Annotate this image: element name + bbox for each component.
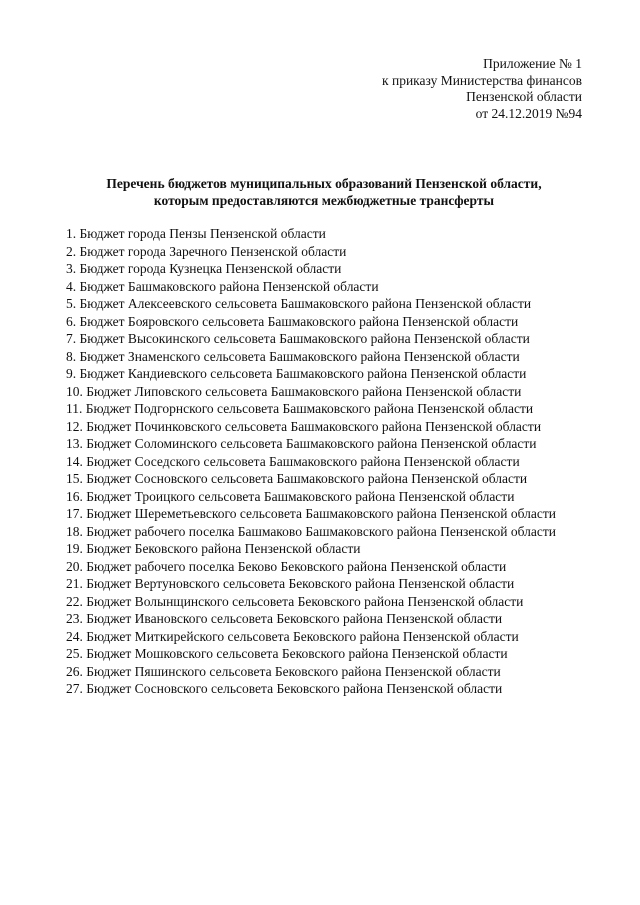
item-number: 25. [66,646,83,661]
item-text: Бюджет Ивановского сельсовета Бековского района Пензенской области [86,611,503,626]
list-item [66,611,582,627]
list-item [66,629,582,645]
appendix-number: Приложение № 1 [483,56,582,71]
item-text: Бюджет Шереметьевского сельсовета Башмаковского района Пензенской области [86,506,556,521]
item-text: Бюджет рабочего поселка Башмаково Башмаковского района Пензенской области [86,523,556,539]
item-text: Бюджет Волынщинского сельсовета Бековского района Пензенской области [86,593,524,609]
item-number: 26. [66,663,83,679]
item-number: 18. [66,523,83,539]
list-item [66,401,582,417]
item-text: Бюджет Алексеевского сельсовета Башмаковского района Пензенской области [79,296,532,311]
item-text: Бюджет города Кузнецка Пензенской области [79,261,342,276]
item-number: 10. [66,383,83,399]
item-text: Бюджет Сосновского сельсовета Бековского района Пензенской области [86,681,503,696]
list-item [66,681,582,697]
item-number: 5. [66,296,77,311]
list-item [66,226,582,242]
item-number: 16. [66,488,83,504]
item-text: Бюджет Кандиевского сельсовета Башмаковского района Пензенской области [79,366,527,381]
list-item [66,559,582,575]
item-text: Бюджет Подгорнского сельсовета Башмаковского района Пензенской области [85,401,534,416]
appendix-region: Пензенской области [466,89,582,104]
list-item [66,664,582,680]
item-number: 15. [66,471,83,486]
list-item [66,366,582,382]
list-item [66,261,582,277]
item-number: 21. [66,576,83,591]
list-item [66,296,582,312]
list-item [66,646,582,662]
item-text: Бюджет Вертуновского сельсовета Бековского района Пензенской области [86,576,515,591]
item-text: Бюджет Троицкого сельсовета Башмаковского района Пензенской области [86,488,515,504]
title-line-1: Перечень бюджетов муниципальных образований Пензенской области, [106,176,542,191]
item-number: 6. [66,313,77,329]
list-item [66,576,582,592]
list-item [66,244,582,260]
item-number: 4. [66,278,77,294]
item-number: 12. [66,418,83,434]
item-number: 13. [66,436,83,451]
item-text: Бюджет Миткирейского сельсовета Бековского района Пензенской области [86,628,519,644]
list-item [66,314,582,330]
appendix-order-ref: к приказу Министерства финансов [382,72,582,88]
list-item [66,436,582,452]
list-item [66,419,582,435]
list-item [66,349,582,365]
item-text: Бюджет города Пензы Пензенской области [79,226,326,241]
title-line-2: которым предоставляются межбюджетные трансферты [153,192,495,208]
item-text: Бюджет Мошковского сельсовета Бековского района Пензенской области [86,646,508,661]
document-title [66,176,582,209]
list-item [66,524,582,540]
item-number: 20. [66,558,83,574]
item-text: Бюджет Бояровского сельсовета Башмаковского района Пензенской области [79,313,519,329]
list-item [66,506,582,522]
item-number: 1. [66,226,77,241]
budget-list [66,226,582,699]
list-item [66,541,582,557]
item-number: 8. [66,348,77,364]
list-item [66,471,582,487]
item-number: 11. [66,401,83,416]
item-text: Бюджет Починковского сельсовета Башмаковского района Пензенской области [86,418,542,434]
item-text: Бюджет Соседского сельсовета Башмаковского района Пензенской области [86,453,520,469]
item-text: Бюджет Бековского района Пензенской области [86,541,361,556]
item-number: 7. [66,331,77,346]
list-item [66,594,582,610]
list-item [66,489,582,505]
list-item [66,454,582,470]
item-text: Бюджет Башмаковского района Пензенской области [79,278,379,294]
item-number: 22. [66,593,83,609]
item-text: Бюджет Сосновского сельсовета Башмаковского района Пензенской области [86,471,528,486]
list-item [66,384,582,400]
item-text: Бюджет Высокинского сельсовета Башмаковского района Пензенской области [79,331,530,346]
item-number: 14. [66,453,83,469]
item-number: 24. [66,628,83,644]
item-text: Бюджет рабочего поселка Беково Бековского района Пензенской области [86,558,507,574]
item-number: 2. [66,243,77,259]
item-number: 23. [66,611,83,626]
item-number: 3. [66,261,77,276]
list-item [66,279,582,295]
appendix-date: от 24.12.2019 №94 [475,105,582,121]
item-text: Бюджет Соломинского сельсовета Башмаковского района Пензенской области [86,436,537,451]
item-text: Бюджет Пяшинского сельсовета Бековского района Пензенской области [86,663,501,679]
item-text: Бюджет города Заречного Пензенской области [79,243,347,259]
item-text: Бюджет Знаменского сельсовета Башмаковского района Пензенской области [79,348,520,364]
list-item [66,331,582,347]
item-number: 19. [66,541,83,556]
item-number: 27. [66,681,83,696]
item-text: Бюджет Липовского сельсовета Башмаковского района Пензенской области [86,383,522,399]
item-number: 17. [66,506,83,521]
item-number: 9. [66,366,77,381]
appendix-header [382,56,582,122]
